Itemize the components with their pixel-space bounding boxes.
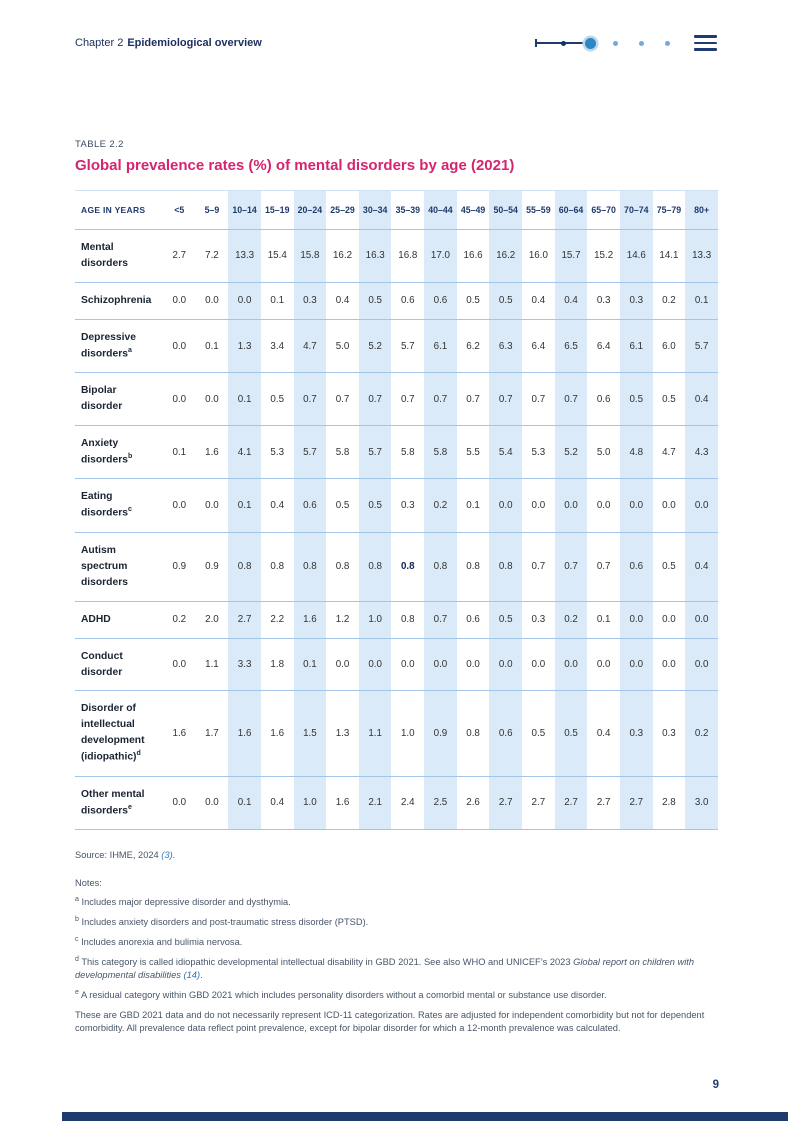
- age-column-header: 70–74: [620, 191, 653, 230]
- table-cell: 17.0: [424, 230, 457, 283]
- table-cell: 0.0: [466, 659, 480, 671]
- row-label: Anxiety disorders$^b$: [81, 438, 133, 466]
- table-cell: 14.1: [659, 250, 679, 262]
- table-cell: 0.8: [294, 532, 327, 601]
- table-cell: 5.7: [400, 340, 415, 352]
- row-label: Mental disorders: [81, 242, 128, 269]
- table-cell: 0.1: [596, 614, 611, 626]
- table-row: [75, 776, 718, 829]
- notes-list: [75, 895, 718, 1035]
- table-row: [75, 319, 718, 372]
- source-reference-link[interactable]: (3): [161, 850, 173, 861]
- table-cell: 0.9: [424, 691, 457, 776]
- progress-dot[interactable]: [561, 41, 566, 46]
- table-cell: 5.7: [685, 319, 718, 372]
- table-cell: 0.4: [270, 500, 285, 512]
- table-cell: 0.0: [205, 393, 219, 405]
- table-cell: 0.7: [359, 373, 392, 426]
- table-cell: 0.4: [596, 728, 611, 740]
- table-cell: 0.0: [620, 479, 653, 532]
- table-row: [75, 638, 718, 691]
- table-cell: 0.3: [294, 282, 327, 319]
- age-column-header: 10–14: [228, 191, 261, 230]
- table-cell: 0.7: [531, 561, 546, 573]
- table-cell: 2.7: [596, 797, 611, 809]
- table-cell: 13.3: [228, 230, 261, 283]
- table-cell: 0.7: [596, 561, 611, 573]
- table-cell: 0.2: [685, 691, 718, 776]
- table-cell: 1.5: [294, 691, 327, 776]
- table-cell: 0.5: [335, 500, 350, 512]
- table-cell: 2.2: [270, 614, 285, 626]
- table-cell: 15.7: [555, 230, 588, 283]
- table-cell: 0.8: [335, 561, 350, 573]
- table-cell: 0.0: [359, 638, 392, 691]
- note-item: $^e$ A residual category within GBD 2021 which includes personality disorders without a comorbid mental or substance use disorder.: [75, 989, 607, 1001]
- table-cell: 0.6: [466, 614, 480, 626]
- row-label: Bipolar disorder: [81, 385, 123, 413]
- table-cell: 2.0: [205, 614, 219, 626]
- table-cell: 0.0: [596, 500, 611, 512]
- table-cell: 6.1: [620, 319, 653, 372]
- age-column-header: 60–64: [555, 191, 588, 230]
- table-cell: 1.1: [205, 659, 219, 671]
- table-cell: 0.8: [270, 561, 285, 573]
- table-cell: 1.3: [228, 319, 261, 372]
- chapter-label: Chapter 2: [75, 37, 124, 49]
- table-cell: 0.5: [489, 282, 522, 319]
- progress-dot[interactable]: [613, 41, 618, 46]
- table-cell: 16.8: [398, 250, 418, 262]
- table-cell: 5.0: [335, 340, 350, 352]
- table-cell: 2.1: [359, 776, 392, 829]
- table-cell: 1.6: [172, 728, 187, 740]
- row-label: Other mental disorders$^e$: [81, 788, 145, 817]
- table-number-label: TABLE 2.2: [75, 139, 124, 150]
- table-cell: 0.3: [531, 614, 546, 626]
- table-cell: 6.4: [531, 340, 546, 352]
- table-cell: 0.0: [662, 500, 676, 512]
- table-cell: 0.2: [662, 295, 676, 307]
- table-cell: 5.8: [400, 446, 415, 458]
- table-cell: 2.8: [662, 797, 676, 809]
- table-cell: 1.0: [359, 601, 392, 638]
- table-cell: 0.2: [555, 601, 588, 638]
- table-cell: 5.2: [359, 319, 392, 372]
- table-cell: 1.0: [294, 776, 327, 829]
- table-cell: 14.6: [620, 230, 653, 283]
- table-cell: 6.5: [555, 319, 588, 372]
- table-cell: 1.2: [335, 614, 350, 626]
- table-cell: 0.0: [596, 659, 611, 671]
- table-cell: 0.2: [424, 479, 457, 532]
- source-line: [75, 850, 718, 860]
- table-cell: 5.5: [466, 446, 480, 458]
- table-cell: 6.0: [662, 340, 676, 352]
- table-cell: 2.7: [531, 797, 546, 809]
- table-cell: 0.4: [335, 295, 350, 307]
- table-cell: 0.0: [228, 282, 261, 319]
- table-cell: 1.0: [400, 728, 415, 740]
- table-cell: 0.5: [662, 393, 676, 405]
- chapter-heading: [75, 37, 262, 49]
- table-cell: 0.0: [172, 295, 187, 307]
- table-cell: 4.3: [685, 426, 718, 479]
- table-cell: 5.7: [294, 426, 327, 479]
- table-cell: 0.0: [662, 659, 676, 671]
- age-column-header: 80+: [685, 191, 718, 230]
- table-cell: 0.0: [205, 500, 219, 512]
- table-cell: 0.5: [270, 393, 285, 405]
- table-cell: 0.9: [205, 561, 219, 573]
- age-column-header: 45–49: [460, 205, 486, 215]
- table-cell: 0.5: [531, 728, 546, 740]
- table-cell: 0.0: [531, 659, 546, 671]
- notes-heading: Notes:: [75, 878, 102, 889]
- note-item: $^b$ Includes anxiety disorders and post-traumatic stress disorder (PTSD).: [75, 916, 369, 928]
- table-cell: 0.8: [228, 532, 261, 601]
- table-cell: 0.7: [335, 393, 350, 405]
- table-cell: 0.5: [489, 601, 522, 638]
- table-cell: 16.2: [332, 250, 353, 262]
- table-cell: 5.8: [335, 446, 350, 458]
- age-column-header: 55–59: [526, 205, 551, 215]
- table-cell: 6.3: [489, 319, 522, 372]
- table-cell: 5.7: [359, 426, 392, 479]
- table-cell: 0.7: [466, 393, 480, 405]
- table-cell: 0.5: [466, 295, 480, 307]
- table-cell: 0.0: [172, 500, 187, 512]
- table-cell: 0.1: [228, 479, 261, 532]
- age-column-header: 35–39: [395, 205, 421, 215]
- table-cell: 0.0: [424, 638, 457, 691]
- table-cell: 0.7: [294, 373, 327, 426]
- table-cell: 0.5: [662, 561, 676, 573]
- table-cell: 5.2: [555, 426, 588, 479]
- table-cell: 0.7: [400, 393, 415, 405]
- table-cell: 0.0: [172, 797, 187, 809]
- age-column-header: <5: [174, 205, 185, 215]
- table-cell: 5.3: [531, 446, 546, 458]
- table-cell: 2.7: [489, 776, 522, 829]
- table-cell: 0.1: [228, 776, 261, 829]
- table-cell: 0.0: [531, 500, 546, 512]
- table-cell: 4.8: [620, 426, 653, 479]
- table-cell: 0.3: [400, 500, 415, 512]
- table-cell: 4.7: [294, 319, 327, 372]
- table-cell: 5.3: [270, 446, 285, 458]
- table-cell: 0.7: [424, 601, 457, 638]
- table-cell: 0.7: [555, 532, 588, 601]
- table-cell: 1.6: [228, 691, 261, 776]
- table-cell: 0.3: [620, 282, 653, 319]
- age-column-header: 75–79: [656, 205, 682, 215]
- table-cell: 16.3: [359, 230, 392, 283]
- age-in-years-header: AGE IN YEARS: [81, 205, 146, 215]
- table-cell: 0.0: [555, 479, 588, 532]
- table-cell: 0.4: [685, 532, 718, 601]
- table-cell: 2.7: [620, 776, 653, 829]
- table-cell: 3.3: [228, 638, 261, 691]
- table-cell: 0.0: [172, 659, 187, 671]
- table-cell: 0.6: [620, 532, 653, 601]
- table-cell: 15.2: [594, 250, 614, 262]
- page-number: 9: [712, 1079, 719, 1091]
- note-item: $^c$ Includes anorexia and bulimia nervosa.: [75, 936, 243, 948]
- table-cell: 4.7: [662, 446, 676, 458]
- row-label: Autism spectrum disorders: [81, 544, 128, 588]
- table-cell: 0.8: [489, 532, 522, 601]
- table-cell: 0.4: [270, 797, 285, 809]
- age-column-header: 15–19: [265, 205, 290, 215]
- table-cell: 0.0: [172, 340, 187, 352]
- table-cell: 16.0: [528, 250, 548, 262]
- age-column-header: 50–54: [489, 191, 522, 230]
- table-cell: 5.4: [489, 426, 522, 479]
- table-cell: 0.0: [335, 659, 350, 671]
- table-cell: 15.8: [294, 230, 327, 283]
- table-cell: 0.1: [172, 446, 187, 458]
- table-cell: 2.5: [424, 776, 457, 829]
- table-cell: 0.6: [424, 282, 457, 319]
- table-cell: 0.2: [172, 614, 187, 626]
- table-header-row: [75, 191, 718, 230]
- table-cell: 4.1: [228, 426, 261, 479]
- age-column-header: 25–29: [330, 205, 355, 215]
- table-cell: 6.4: [596, 340, 611, 352]
- row-label: Schizophrenia: [81, 294, 152, 306]
- table-row: [75, 601, 718, 638]
- prevalence-table: [75, 190, 718, 830]
- table-cell: 1.6: [294, 601, 327, 638]
- header-controls: [535, 33, 717, 53]
- table-cell: 0.8: [466, 561, 480, 573]
- row-label: Conduct disorder: [81, 650, 123, 678]
- table-cell: 0.6: [596, 393, 611, 405]
- table-cell: 0.1: [205, 340, 219, 352]
- table-cell: 16.6: [463, 250, 483, 262]
- table-cell: 2.6: [466, 797, 480, 809]
- table-cell: 7.2: [205, 250, 219, 262]
- table-cell: 1.3: [335, 728, 350, 740]
- table-cell: 0.7: [489, 373, 522, 426]
- table-cell: 0.0: [172, 393, 187, 405]
- reference-link[interactable]: (14): [183, 970, 201, 981]
- table-cell: 0.4: [685, 373, 718, 426]
- table-row: [75, 691, 718, 776]
- table-cell: 0.1: [466, 500, 480, 512]
- progress-dot[interactable]: [639, 41, 644, 46]
- table-cell: 13.3: [685, 230, 718, 283]
- table-cell: 0.6: [294, 479, 327, 532]
- note-item: $^d$ This category is called idiopathic developmental intellectual disability in GBD 2021. See also WHO and UNICEF’s 2023 Global report on children with developmental disabilities (14).: [75, 956, 695, 981]
- table-cell: 0.6: [400, 295, 415, 307]
- table-cell: 0.0: [620, 638, 653, 691]
- age-column-header: 40–44: [424, 191, 457, 230]
- row-label: ADHD: [81, 613, 111, 625]
- table-cell: 3.4: [270, 340, 285, 352]
- row-label: Eating disorders$^c$: [81, 491, 132, 519]
- table-cell: 0.8: [359, 532, 392, 601]
- table-cell: 5.0: [596, 446, 611, 458]
- table-cell: 1.1: [359, 691, 392, 776]
- age-column-header: 20–24: [294, 191, 327, 230]
- table-cell: 0.8: [400, 614, 415, 626]
- table-row: [75, 230, 718, 283]
- table-cell: 1.6: [335, 797, 350, 809]
- table-cell: 0.0: [555, 638, 588, 691]
- footer-bar: [62, 1112, 788, 1121]
- table-cell: 0.6: [489, 691, 522, 776]
- table-row: [75, 373, 718, 426]
- table-row: [75, 282, 718, 319]
- table-cell: 0.3: [662, 728, 676, 740]
- table-cell: 0.0: [489, 479, 522, 532]
- page-header: [75, 34, 717, 52]
- progress-dot[interactable]: [665, 41, 670, 46]
- row-label: Disorder of intellectual development (idiopathic)$^d$: [81, 703, 145, 763]
- table-cell: 0.5: [359, 479, 392, 532]
- table-cell: 0.0: [685, 601, 718, 638]
- menu-icon[interactable]: [694, 33, 717, 53]
- table-cell: 15.4: [267, 250, 287, 262]
- table-section: [75, 139, 718, 1041]
- source-text: Source: IHME, 2024: [75, 850, 162, 861]
- table-cell: 0.0: [620, 601, 653, 638]
- progress-dots: [535, 36, 670, 50]
- table-cell: 6.2: [466, 340, 480, 352]
- table-cell: 1.6: [270, 728, 285, 740]
- table-cell: 0.4: [531, 295, 546, 307]
- table-cell: 2.7: [172, 250, 187, 262]
- table-cell: 0.8: [424, 532, 457, 601]
- table-row: [75, 532, 718, 601]
- table-cell: 0.3: [596, 295, 611, 307]
- table-cell: 0.0: [205, 797, 219, 809]
- chapter-title: Epidemiological overview: [127, 37, 262, 49]
- table-cell: 0.7: [555, 373, 588, 426]
- note-item: $^a$ Includes major depressive disorder and dysthymia.: [75, 896, 291, 908]
- table-cell: 0.1: [270, 295, 285, 307]
- row-label: Depressive disorders$^a$: [81, 331, 136, 360]
- note-item: These are GBD 2021 data and do not necessarily represent ICD-11 categorization. Rates are adjusted for independent comorbidity but not for dependent comorbidity. All prevalence data reflect point prevalence, except for bipolar disorder for which a 12-month prevalence was calculated.: [75, 1009, 705, 1033]
- table-title: Global prevalence rates (%) of mental disorders by age (2021): [75, 157, 515, 174]
- table-cell: 5.8: [424, 426, 457, 479]
- table-cell: 2.4: [400, 797, 415, 809]
- table-cell: 1.7: [205, 728, 219, 740]
- table-cell: 2.7: [228, 601, 261, 638]
- table-cell: 0.7: [424, 373, 457, 426]
- table-cell: 0.5: [555, 691, 588, 776]
- table-cell: 1.8: [270, 659, 285, 671]
- table-cell: 0.3: [620, 691, 653, 776]
- table-cell: 1.6: [205, 446, 219, 458]
- table-cell: 0.8: [466, 728, 480, 740]
- table-cell: 0.1: [685, 282, 718, 319]
- table-cell: 0.8: [400, 561, 415, 573]
- table-cell: 0.5: [359, 282, 392, 319]
- table-cell: 3.0: [685, 776, 718, 829]
- age-column-header: 65–70: [591, 205, 616, 215]
- table-row: [75, 426, 718, 479]
- age-column-header: 5–9: [204, 205, 220, 215]
- table-cell: 6.1: [424, 319, 457, 372]
- source-period: .: [172, 850, 176, 861]
- table-cell: 0.0: [685, 479, 718, 532]
- table-cell: 0.0: [662, 614, 676, 626]
- table-cell: 0.0: [400, 659, 415, 671]
- table-row: [75, 479, 718, 532]
- table-cell: 0.1: [228, 373, 261, 426]
- table-cell: 0.0: [489, 638, 522, 691]
- table-cell: 0.0: [205, 295, 219, 307]
- table-cell: 0.0: [685, 638, 718, 691]
- table-cell: 0.7: [531, 393, 546, 405]
- table-cell: 16.2: [489, 230, 522, 283]
- table-cell: 0.1: [294, 638, 327, 691]
- table-cell: 2.7: [555, 776, 588, 829]
- table-cell: 0.9: [172, 561, 187, 573]
- age-column-header: 30–34: [359, 191, 392, 230]
- progress-dot-active[interactable]: [585, 38, 596, 49]
- table-cell: 0.4: [555, 282, 588, 319]
- table-cell: 0.5: [620, 373, 653, 426]
